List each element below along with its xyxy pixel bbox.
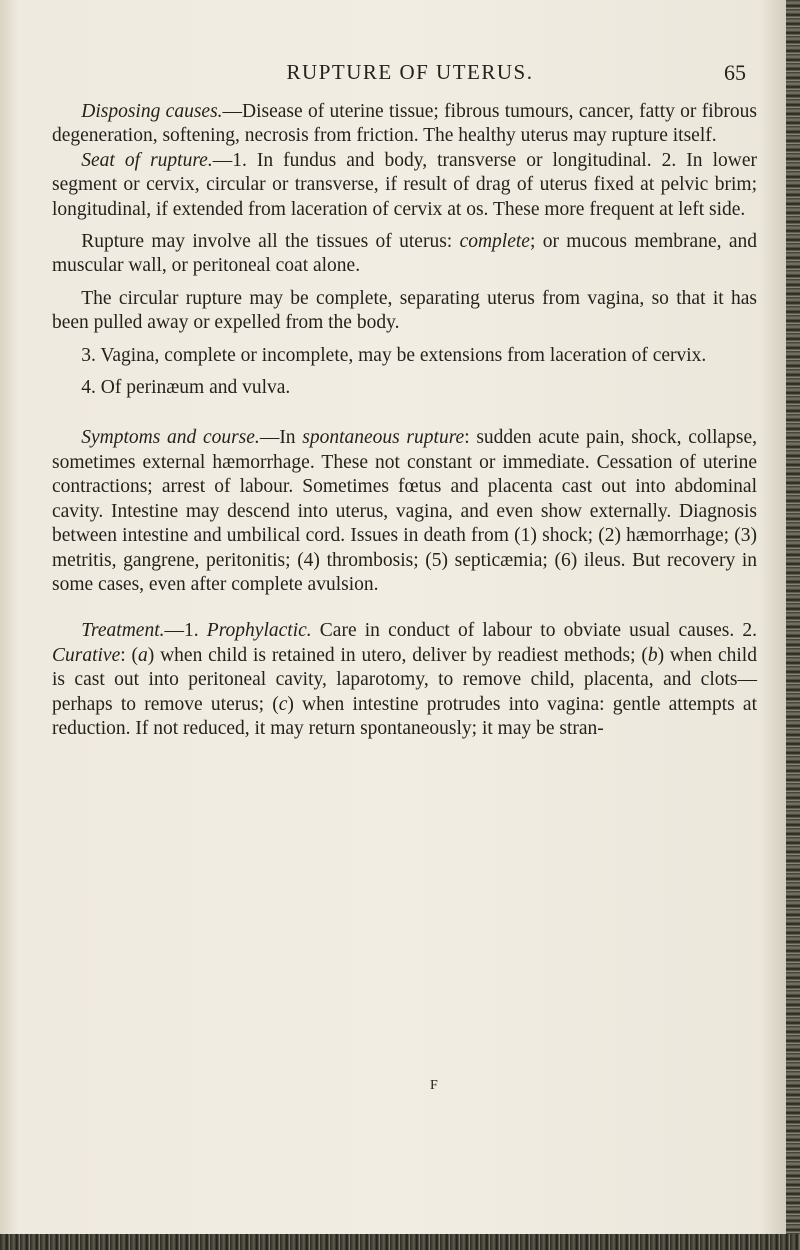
paragraph-perinaeum: 4. Of perinæum and vulva. bbox=[81, 377, 291, 399]
paragraph-treatment: Treatment.—1. Prophylactic. Care in conduct of labour to obviate usual causes. 2. Curative: (a) when child is retained in utero, deliver by readiest methods; (b) when child is cast out into peritoneal cavity, laparotomy, to remove child, placenta, and clots—perhaps to remove uterus; (c) when intestine protrudes into vagina: gentle attempts at reduction. If not reduced, it may return spontaneously; it may be stran- bbox=[52, 620, 758, 739]
paragraph-rupture-tissues: Rupture may involve all the tissues of uterus: complete; or mucous membrane, and muscular wall, or peritoneal coat alone. bbox=[52, 231, 757, 277]
paragraph-vagina: 3. Vagina, complete or incomplete, may be extensions from laceration of cervix. bbox=[81, 344, 707, 366]
running-head: RUPTURE OF UTERUS. bbox=[286, 60, 534, 84]
heading-treatment: Treatment. bbox=[81, 620, 165, 642]
page-number: 65 bbox=[724, 60, 746, 85]
paragraph-circular-rupture: The circular rupture may be complete, separating uterus from vagina, so that it has been pulled away or expelled from the body. bbox=[52, 287, 757, 334]
heading-disposing-causes: Disposing causes. bbox=[81, 101, 223, 122]
heading-seat-of-rupture: Seat of rupture. bbox=[81, 149, 213, 171]
paragraph-symptoms: Symptoms and course.—In spontaneous rupture: sudden acute pain, shock, collapse, sometimes external hæmorrhage. These not constant or immediate. Cessation of uterine contractions; arrest of labour. Sometimes fœtus and placenta cast out into abdominal cavity. Intestine may descend into uterus, vagina, and even show externally. Diagnosis between intestine and umbilical cord. Issues in death from (1) shock; (2) hæmorrhage; (3) metritis, gangrene, peritonitis; (4) thrombosis; (5) septicæmia; (6) ileus. But recovery in some cases, even after complete avulsion. bbox=[52, 427, 758, 595]
paragraph-disposing-causes: Disposing causes.—Disease of uterine tissue; fibrous tumours, cancer, fatty or fibrous degeneration, softening, necrosis from friction. The healthy uterus may rupture itself. bbox=[52, 101, 757, 147]
paragraph-seat-of-rupture: Seat of rupture.—1. In fundus and body, transverse or longitudinal. 2. In lower segment or cervix, circular or transverse, if result of drag of uterus fixed at pelvic brim; longitudinal, if extended from laceration of cervix at os. These more frequent at left side. bbox=[52, 149, 757, 220]
page-header bbox=[60, 60, 760, 90]
page-bottom-edge bbox=[0, 1234, 800, 1250]
book-spine-edge bbox=[786, 0, 800, 1250]
body-text bbox=[52, 100, 757, 741]
heading-symptoms: Symptoms and course. bbox=[81, 427, 260, 449]
signature-mark: F bbox=[430, 1078, 438, 1093]
